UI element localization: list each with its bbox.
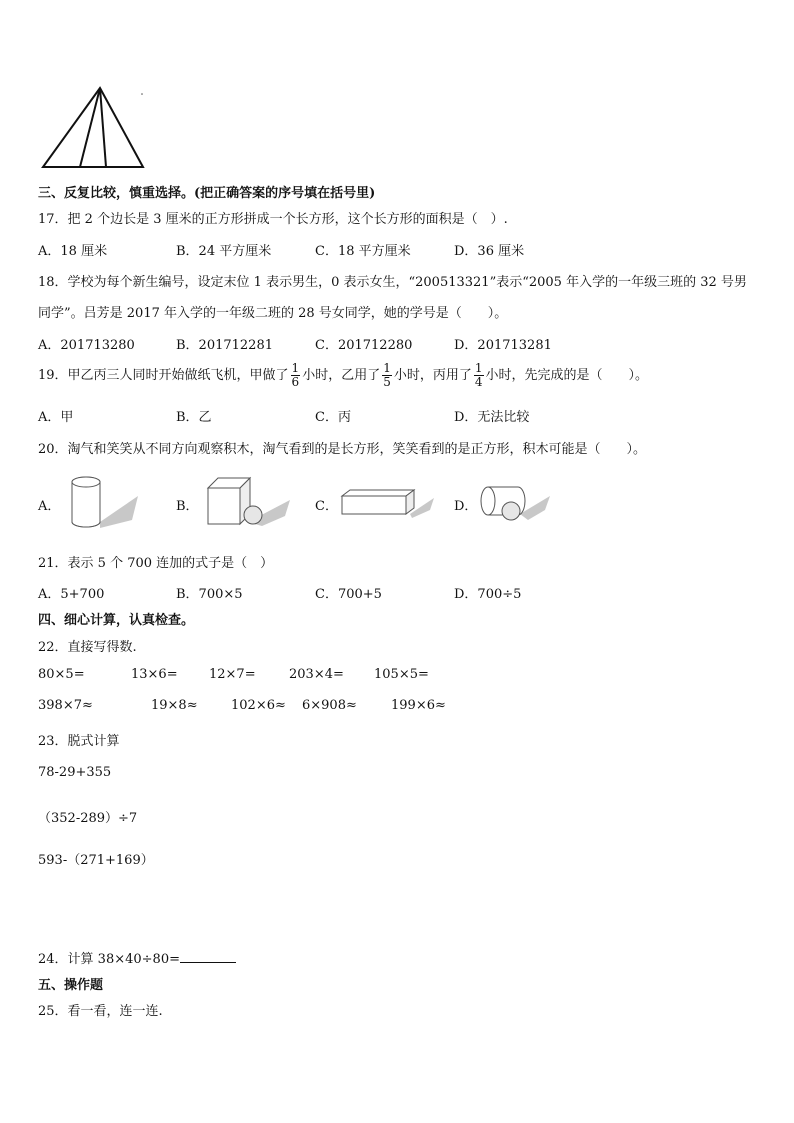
q18-option-d[interactable]: D．201713281 [454,338,552,353]
q18-option-b[interactable]: B．201712281 [176,338,273,353]
calc-row2-item3: 102×6≈ [231,698,286,713]
calc-row2-item4: 6×908≈ [302,698,357,713]
lying-cylinder-figure [481,487,550,520]
section-3-title: 三、反复比较，慎重选择。(把正确答案的序号填在括号里) [38,186,376,201]
q19-option-a[interactable]: A．甲 [38,410,74,425]
q19-text-4: 小时，先完成的是（ ）。 [485,368,649,383]
question-20: 20．淘气和笑笑从不同方向观察积木，淘气看到的是长方形，笑笑看到的是正方形，积木可能是（ ）。 [38,442,647,457]
section-5-title: 五、操作题 [38,978,104,993]
q20-option-d[interactable]: D． [454,499,478,514]
q19-option-c[interactable]: C．丙 [315,410,351,425]
q21-option-c[interactable]: C．700+5 [315,587,382,602]
q20-option-b[interactable]: B． [176,499,199,514]
cuboid-figure [342,490,434,518]
expression-1: 78-29+355 [38,765,112,780]
q17-option-a[interactable]: A．18 厘米 [38,244,108,259]
answer-blank[interactable] [180,950,236,963]
section-4-title: 四、细心计算，认真检查。 [38,613,195,628]
calc-row2-item1: 398×7≈ [38,698,93,713]
q18-option-c[interactable]: C．201712280 [315,338,413,353]
q17-option-d[interactable]: D．36 厘米 [454,244,525,259]
q19-fraction-1: $\frac{1}{6}$ [291,361,300,389]
q19-option-d[interactable]: D．无法比较 [454,410,530,425]
calc-row1-item5: 105×5= [374,667,429,682]
calc-row2-item2: 19×8≈ [151,698,198,713]
q17-option-b[interactable]: B．24 平方厘米 [176,244,272,259]
q20-option-c[interactable]: C． [315,499,338,514]
q19-fraction-2: $\frac{1}{5}$ [383,361,391,389]
q18-option-a[interactable]: A．201713280 [38,338,135,353]
calc-row1-item3: 12×7= [209,667,256,682]
q21-option-b[interactable]: B．700×5 [176,587,243,602]
q19-text-2: 小时，乙用了 [302,368,381,383]
question-19 [38,356,648,396]
question-23: 23．脱式计算 [38,734,120,749]
question-18-line2: 同学”。吕芳是 2017 年入学的一年级二班的 28 号女同学，她的学号是（ ）。 [38,306,508,321]
question-24 [38,948,236,967]
question-18-line1: 18．学校为每个新生编号，设定末位 1 表示男生，0 表示女生，“200513321”表示“2005 年入学的一年级三班的 32 号男 [38,275,747,290]
question-21: 21．表示 5 个 700 连加的式子是（ ） [38,556,274,571]
cube-figure [208,478,290,526]
question-22: 22．直接写得数. [38,640,137,655]
cylinder-figure [72,477,138,528]
q17-option-c[interactable]: C．18 平方厘米 [315,244,411,259]
question-25: 25．看一看，连一连. [38,1004,163,1019]
q19-text-1: 19．甲乙丙三人同时开始做纸飞机，甲做了 [38,368,289,383]
question-24-text: 24．计算 38×40÷80= [38,952,180,967]
calc-row2-item5: 199×6≈ [391,698,446,713]
expression-3: 593-（271+169） [38,853,154,868]
q21-option-a[interactable]: A．5+700 [38,587,105,602]
q19-fraction-3: $\frac{1}{4}$ [474,361,483,389]
q20-option-a[interactable]: A． [38,499,61,514]
calc-row1-item4: 203×4= [289,667,344,682]
question-17: 17．把 2 个边长是 3 厘米的正方形拼成一个长方形，这个长方形的面积是（ ）. [38,212,508,227]
calc-row1-item1: 80×5= [38,667,85,682]
q21-option-d[interactable]: D．700÷5 [454,587,522,602]
calc-row1-item2: 13×6= [131,667,178,682]
q19-option-b[interactable]: B．乙 [176,410,212,425]
expression-2: （352-289）÷7 [38,811,138,826]
q19-text-3: 小时，丙用了 [393,368,472,383]
